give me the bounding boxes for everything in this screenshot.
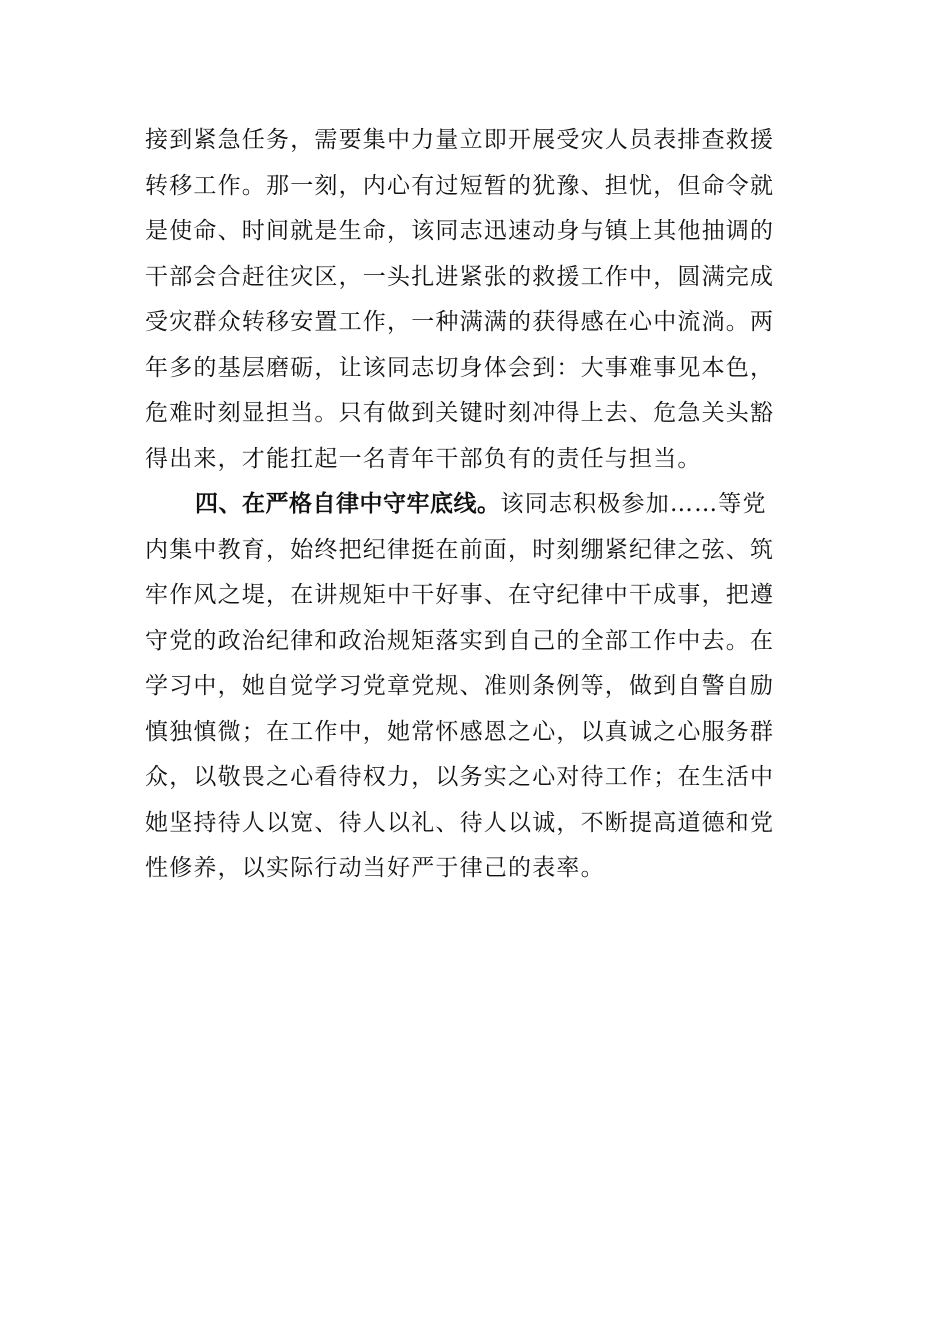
text-line: 年多的基层磨砺，让该同志切身体会到：大事难事见本色， bbox=[145, 354, 775, 381]
text-line: 慎独慎微；在工作中，她常怀感恩之心，以真诚之心服务群 bbox=[145, 718, 775, 745]
text-line: 牢作风之堤，在讲规矩中干好事、在守纪律中干成事，把遵 bbox=[145, 582, 775, 608]
text-line: 危难时刻显担当。只有做到关键时刻冲得上去、危急关头豁 bbox=[145, 400, 775, 426]
section-4-first-line bbox=[145, 482, 807, 528]
section-4-heading: 四、在严格自律中守牢底线。 bbox=[195, 491, 501, 517]
text-line: 接到紧急任务，需要集中力量立即开展受灾人员表排查救援 bbox=[145, 127, 775, 153]
text-line: 众，以敬畏之心看待权力，以务实之心对待工作；在生活中 bbox=[145, 764, 775, 790]
text-line: 学习中，她自觉学习党章党规、准则条例等，做到自警自励 bbox=[145, 673, 775, 699]
text-line: 干部会合赶往灾区，一头扎进紧张的救援工作中，圆满完成 bbox=[145, 263, 775, 290]
text-line: 内集中教育，始终把纪律挺在前面，时刻绷紧纪律之弦、筑 bbox=[145, 536, 775, 563]
text-line: 性修养，以实际行动当好严于律己的表率。 bbox=[145, 855, 605, 881]
text-line: 守党的政治纪律和政治规矩落实到自己的全部工作中去。在 bbox=[145, 627, 775, 654]
section-4-intro: 该同志积极参加……等党 bbox=[500, 491, 767, 517]
text-line: 转移工作。那一刻，内心有过短暂的犹豫、担忧，但命令就 bbox=[145, 172, 775, 199]
text-line: 她坚持待人以宽、待人以礼、待人以诚，不断提高道德和党 bbox=[145, 809, 775, 836]
text-line: 得出来，才能扛起一名青年干部负有的责任与担当。 bbox=[145, 445, 702, 472]
body-text bbox=[145, 118, 807, 892]
text-line: 是使命、时间就是生命，该同志迅速动身与镇上其他抽调的 bbox=[145, 218, 775, 244]
text-line: 受灾群众转移安置工作，一种满满的获得感在心中流淌。两 bbox=[145, 309, 775, 335]
